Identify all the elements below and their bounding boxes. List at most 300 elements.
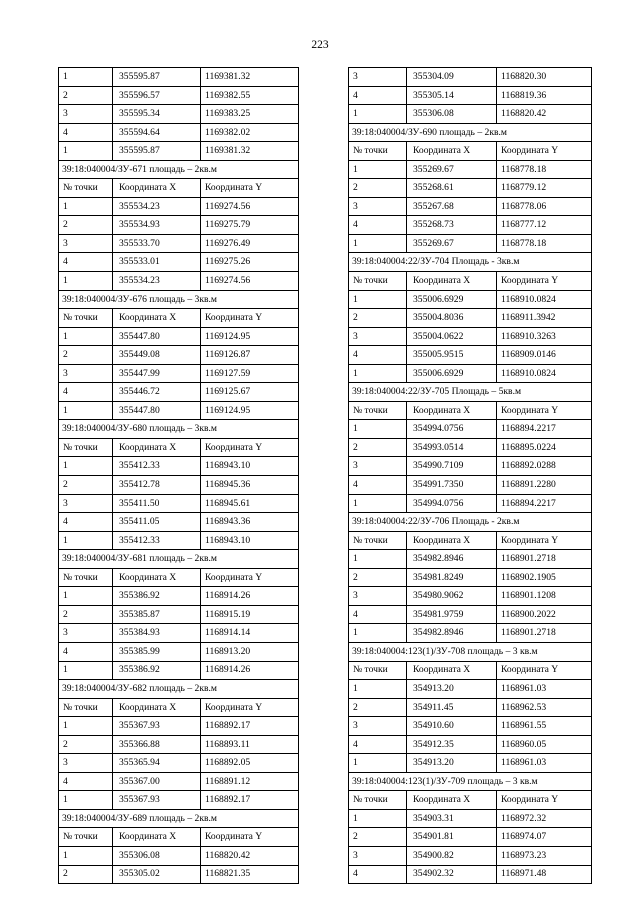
point-number-cell: 1 <box>349 420 407 439</box>
point-number-cell: 3 <box>59 624 113 643</box>
coordinate-y-cell: 1168902.1905 <box>497 568 592 587</box>
table-row <box>349 68 592 87</box>
coordinate-x-cell: 354994.0756 <box>407 494 497 513</box>
table-row <box>59 253 299 272</box>
coordinate-x-cell: 355412.78 <box>113 476 201 495</box>
point-number-cell: 1 <box>349 364 407 383</box>
table-row <box>59 272 299 291</box>
point-number-cell: 4 <box>349 605 407 624</box>
coordinate-x-cell: 354990.7109 <box>407 457 497 476</box>
section-title: 39:18:040004/ЗУ-671 площадь – 2кв.м <box>59 160 299 179</box>
point-number-cell: 2 <box>349 698 407 717</box>
point-number-cell: 1 <box>59 327 113 346</box>
section-title: 39:18:040004/ЗУ-681 площадь – 2кв.м <box>59 550 299 569</box>
coordinate-y-cell: 1168820.42 <box>497 105 592 124</box>
point-number-cell: 2 <box>59 346 113 365</box>
coordinate-y-cell: 1168914.14 <box>201 624 299 643</box>
coordinate-x-cell: 355534.23 <box>113 197 201 216</box>
coordinate-x-cell: 355306.08 <box>407 105 497 124</box>
section-title: 39:18:040004/ЗУ-680 площадь – 3кв.м <box>59 420 299 439</box>
table-row <box>349 216 592 235</box>
table-row <box>59 457 299 476</box>
point-number-cell: 3 <box>349 587 407 606</box>
point-number-cell: 4 <box>349 346 407 365</box>
coordinate-y-header: Координата Y <box>497 661 592 680</box>
coordinate-y-cell: 1168961.03 <box>497 754 592 773</box>
coordinate-x-cell: 355004.0622 <box>407 327 497 346</box>
point-number-cell: 4 <box>349 476 407 495</box>
point-number-cell: 3 <box>349 846 407 865</box>
coordinate-x-header: Координата X <box>407 791 497 810</box>
coordinate-x-header: Координата X <box>113 309 201 328</box>
coordinate-x-cell: 355005.9515 <box>407 346 497 365</box>
table-row <box>59 142 299 161</box>
table-row <box>59 735 299 754</box>
point-number-cell: 2 <box>59 865 113 884</box>
coordinate-y-cell: 1168909.0146 <box>497 346 592 365</box>
coordinate-x-cell: 355367.93 <box>113 791 201 810</box>
coordinate-y-cell: 1168961.55 <box>497 717 592 736</box>
coordinate-x-header: Координата X <box>113 179 201 198</box>
coordinate-y-header: Координата Y <box>497 531 592 550</box>
point-number-cell: 2 <box>349 438 407 457</box>
table-row <box>59 865 299 884</box>
point-number-cell: 4 <box>59 123 113 142</box>
table-header-row <box>59 828 299 847</box>
point-number-cell: 2 <box>59 735 113 754</box>
point-number-cell: 1 <box>59 587 113 606</box>
coordinate-x-header: Координата X <box>407 661 497 680</box>
coordinate-y-cell: 1169124.95 <box>201 401 299 420</box>
point-number-cell: 1 <box>59 717 113 736</box>
point-number-cell: 4 <box>59 383 113 402</box>
table-row <box>59 123 299 142</box>
section-title: 39:18:040004/ЗУ-682 площадь – 2кв.м <box>59 680 299 699</box>
coordinate-y-header: Координата Y <box>497 791 592 810</box>
coordinate-y-cell: 1168891.2280 <box>497 476 592 495</box>
table-row <box>349 457 592 476</box>
coordinate-x-cell: 355269.67 <box>407 160 497 179</box>
point-number-cell: 1 <box>59 142 113 161</box>
point-number-cell: 4 <box>59 253 113 272</box>
coordinate-y-header: Координата Y <box>201 309 299 328</box>
coordinate-y-cell: 1169383.25 <box>201 105 299 124</box>
table-row <box>59 642 299 661</box>
section-title-row <box>59 420 299 439</box>
table-header-row <box>349 531 592 550</box>
coordinate-y-header: Координата Y <box>201 568 299 587</box>
table-row <box>349 438 592 457</box>
coordinate-y-header: Координата Y <box>201 179 299 198</box>
section-title: 39:18:040004:123(1)/ЗУ-708 площадь – 3 кв.м <box>349 642 592 661</box>
point-number-cell: 4 <box>59 513 113 532</box>
table-row <box>349 846 592 865</box>
table-row <box>59 624 299 643</box>
point-number-header: № точки <box>59 568 113 587</box>
section-title-row <box>349 772 592 791</box>
table-row <box>349 290 592 309</box>
coordinate-y-cell: 1169381.32 <box>201 68 299 87</box>
coordinate-y-cell: 1168914.26 <box>201 587 299 606</box>
coordinate-y-cell: 1169381.32 <box>201 142 299 161</box>
point-number-cell: 1 <box>59 846 113 865</box>
coordinate-y-cell: 1169127.59 <box>201 364 299 383</box>
coordinate-x-header: Координата X <box>113 828 201 847</box>
point-number-cell: 1 <box>349 160 407 179</box>
coordinate-x-cell: 355412.33 <box>113 457 201 476</box>
point-number-cell: 1 <box>59 457 113 476</box>
point-number-cell: 3 <box>59 105 113 124</box>
coordinate-y-cell: 1168778.18 <box>497 160 592 179</box>
point-number-cell: 4 <box>59 772 113 791</box>
coordinate-x-cell: 355533.70 <box>113 234 201 253</box>
coordinate-y-cell: 1168945.61 <box>201 494 299 513</box>
point-number-cell: 3 <box>349 197 407 216</box>
point-number-cell: 3 <box>349 717 407 736</box>
coordinate-y-cell: 1168778.18 <box>497 234 592 253</box>
coordinate-x-cell: 355412.33 <box>113 531 201 550</box>
coordinate-y-cell: 1168972.32 <box>497 809 592 828</box>
coordinate-x-cell: 354994.0756 <box>407 420 497 439</box>
coordinate-y-cell: 1169124.95 <box>201 327 299 346</box>
point-number-header: № точки <box>349 272 407 291</box>
table-header-row <box>349 142 592 161</box>
section-title: 39:18:040004:22/ЗУ-704 Площадь - 3кв.м <box>349 253 592 272</box>
table-header-row <box>59 568 299 587</box>
section-title-row <box>349 123 592 142</box>
coordinate-x-cell: 355594.64 <box>113 123 201 142</box>
table-row <box>349 309 592 328</box>
coordinate-y-cell: 1169275.79 <box>201 216 299 235</box>
section-title-row <box>349 642 592 661</box>
coordinate-x-cell: 355411.05 <box>113 513 201 532</box>
point-number-cell: 1 <box>349 809 407 828</box>
table-row <box>349 735 592 754</box>
table-row <box>59 754 299 773</box>
table-row <box>59 846 299 865</box>
table-row <box>349 828 592 847</box>
coordinate-y-cell: 1168894.2217 <box>497 420 592 439</box>
table-row <box>349 717 592 736</box>
section-title-row <box>59 290 299 309</box>
section-title: 39:18:040004/ЗУ-676 площадь – 3кв.м <box>59 290 299 309</box>
table-header-row <box>59 309 299 328</box>
coordinate-x-cell: 354993.0514 <box>407 438 497 457</box>
coordinate-y-cell: 1168962.53 <box>497 698 592 717</box>
coordinate-y-cell: 1168961.03 <box>497 680 592 699</box>
table-row <box>59 327 299 346</box>
coordinate-y-cell: 1168943.36 <box>201 513 299 532</box>
coordinate-x-cell: 355596.57 <box>113 86 201 105</box>
coordinate-y-header: Координата Y <box>497 401 592 420</box>
coordinate-x-cell: 355367.00 <box>113 772 201 791</box>
table-header-row <box>59 698 299 717</box>
coordinate-x-cell: 355595.87 <box>113 142 201 161</box>
table-row <box>59 531 299 550</box>
coordinate-y-cell: 1168913.20 <box>201 642 299 661</box>
coordinate-x-cell: 355534.23 <box>113 272 201 291</box>
coordinate-x-cell: 355534.93 <box>113 216 201 235</box>
coordinate-y-cell: 1168915.19 <box>201 605 299 624</box>
coordinate-y-cell: 1168892.17 <box>201 717 299 736</box>
table-row <box>349 568 592 587</box>
coordinate-x-cell: 355267.68 <box>407 197 497 216</box>
point-number-cell: 4 <box>349 86 407 105</box>
table-row <box>349 105 592 124</box>
coordinate-x-cell: 355595.87 <box>113 68 201 87</box>
coordinate-x-cell: 354913.20 <box>407 754 497 773</box>
coordinate-x-cell: 355304.09 <box>407 68 497 87</box>
table-row <box>59 216 299 235</box>
coordinate-y-cell: 1168911.3942 <box>497 309 592 328</box>
coordinate-y-cell: 1169126.87 <box>201 346 299 365</box>
table-row <box>349 680 592 699</box>
table-body <box>349 68 592 884</box>
coordinate-y-cell: 1168974.07 <box>497 828 592 847</box>
coordinate-y-cell: 1168819.36 <box>497 86 592 105</box>
coordinate-x-cell: 355533.01 <box>113 253 201 272</box>
point-number-header: № точки <box>59 828 113 847</box>
coordinate-x-cell: 354912.35 <box>407 735 497 754</box>
coordinate-y-cell: 1168820.42 <box>201 846 299 865</box>
coordinate-x-cell: 355449.08 <box>113 346 201 365</box>
coordinates-table-right <box>348 67 592 884</box>
coordinate-y-cell: 1168893.11 <box>201 735 299 754</box>
point-number-header: № точки <box>349 531 407 550</box>
table-row <box>349 346 592 365</box>
coordinate-y-cell: 1168900.2022 <box>497 605 592 624</box>
section-title-row <box>349 383 592 402</box>
table-row <box>59 587 299 606</box>
table-row <box>59 791 299 810</box>
coordinate-x-cell: 354901.81 <box>407 828 497 847</box>
coordinate-y-cell: 1168960.05 <box>497 735 592 754</box>
coordinate-x-cell: 355385.99 <box>113 642 201 661</box>
point-number-header: № точки <box>349 142 407 161</box>
point-number-cell: 2 <box>349 309 407 328</box>
coordinate-x-cell: 354980.9062 <box>407 587 497 606</box>
coordinate-y-cell: 1168779.12 <box>497 179 592 198</box>
point-number-cell: 3 <box>59 754 113 773</box>
coordinate-y-header: Координата Y <box>497 142 592 161</box>
point-number-cell: 1 <box>59 68 113 87</box>
coordinate-x-cell: 355366.88 <box>113 735 201 754</box>
table-row <box>349 587 592 606</box>
point-number-cell: 4 <box>59 642 113 661</box>
coordinate-y-cell: 1169382.55 <box>201 86 299 105</box>
coordinate-x-cell: 354911.45 <box>407 698 497 717</box>
coordinate-y-cell: 1168973.23 <box>497 846 592 865</box>
coordinate-y-cell: 1169382.02 <box>201 123 299 142</box>
point-number-header: № точки <box>59 309 113 328</box>
section-title: 39:18:040004/ЗУ-690 площадь – 2кв.м <box>349 123 592 142</box>
table-header-row <box>59 438 299 457</box>
table-row <box>349 160 592 179</box>
table-header-row <box>349 401 592 420</box>
coordinate-x-cell: 354900.82 <box>407 846 497 865</box>
coordinate-x-header: Координата X <box>113 568 201 587</box>
table-row <box>349 86 592 105</box>
coordinate-x-cell: 355447.80 <box>113 327 201 346</box>
coordinate-y-cell: 1168901.2718 <box>497 550 592 569</box>
table-row <box>349 754 592 773</box>
coordinate-y-header: Координата Y <box>201 438 299 457</box>
section-title-row <box>59 809 299 828</box>
section-title: 39:18:040004:22/ЗУ-705 Площадь – 5кв.м <box>349 383 592 402</box>
coordinate-y-cell: 1168892.05 <box>201 754 299 773</box>
coordinate-y-cell: 1168820.30 <box>497 68 592 87</box>
coordinate-y-header: Координата Y <box>497 272 592 291</box>
point-number-header: № точки <box>349 791 407 810</box>
coordinate-y-cell: 1169276.49 <box>201 234 299 253</box>
coordinate-x-cell: 355006.6929 <box>407 290 497 309</box>
table-row <box>59 661 299 680</box>
point-number-cell: 2 <box>59 86 113 105</box>
coordinate-x-cell: 354903.31 <box>407 809 497 828</box>
coordinate-x-cell: 355386.92 <box>113 661 201 680</box>
point-number-cell: 1 <box>59 272 113 291</box>
table-row <box>349 494 592 513</box>
coordinate-x-cell: 354982.8946 <box>407 624 497 643</box>
table-row <box>59 513 299 532</box>
coordinate-y-cell: 1168945.36 <box>201 476 299 495</box>
table-row <box>349 605 592 624</box>
coordinate-x-cell: 355385.87 <box>113 605 201 624</box>
section-title-row <box>349 253 592 272</box>
coordinate-y-header: Координата Y <box>201 698 299 717</box>
coordinate-y-cell: 1169275.26 <box>201 253 299 272</box>
table-body <box>59 68 299 884</box>
coordinate-x-cell: 355447.99 <box>113 364 201 383</box>
coordinate-x-cell: 355269.67 <box>407 234 497 253</box>
table-row <box>349 234 592 253</box>
table-row <box>349 865 592 884</box>
point-number-cell: 1 <box>59 531 113 550</box>
coordinate-y-cell: 1168892.17 <box>201 791 299 810</box>
coordinate-x-header: Координата X <box>407 531 497 550</box>
coordinate-y-cell: 1168943.10 <box>201 531 299 550</box>
coordinate-x-cell: 355365.94 <box>113 754 201 773</box>
table-row <box>59 383 299 402</box>
point-number-cell: 1 <box>59 401 113 420</box>
coordinate-y-cell: 1168910.3263 <box>497 327 592 346</box>
point-number-cell: 1 <box>59 791 113 810</box>
section-title-row <box>59 550 299 569</box>
point-number-cell: 3 <box>59 234 113 253</box>
table-row <box>349 809 592 828</box>
point-number-cell: 3 <box>59 364 113 383</box>
table-row <box>59 717 299 736</box>
table-row <box>59 494 299 513</box>
table-row <box>349 476 592 495</box>
point-number-cell: 1 <box>349 234 407 253</box>
coordinate-x-cell: 355384.93 <box>113 624 201 643</box>
coordinate-y-cell: 1168892.0288 <box>497 457 592 476</box>
coordinate-x-header: Координата X <box>113 438 201 457</box>
section-title: 39:18:040004:123(1)/ЗУ-709 площадь – 3 кв.м <box>349 772 592 791</box>
section-title-row <box>349 513 592 532</box>
point-number-header: № точки <box>59 438 113 457</box>
coordinate-y-cell: 1168971.48 <box>497 865 592 884</box>
coordinate-x-header: Координата X <box>407 272 497 291</box>
coordinate-y-cell: 1168821.35 <box>201 865 299 884</box>
point-number-header: № точки <box>59 179 113 198</box>
point-number-cell: 1 <box>349 550 407 569</box>
coordinate-y-cell: 1169274.56 <box>201 197 299 216</box>
coordinate-x-cell: 355386.92 <box>113 587 201 606</box>
coordinate-y-cell: 1168894.2217 <box>497 494 592 513</box>
point-number-cell: 2 <box>59 476 113 495</box>
coordinate-y-cell: 1168895.0224 <box>497 438 592 457</box>
table-row <box>349 364 592 383</box>
table-row <box>349 420 592 439</box>
coordinate-y-cell: 1168891.12 <box>201 772 299 791</box>
table-row <box>349 179 592 198</box>
coordinate-x-cell: 354902.32 <box>407 865 497 884</box>
point-number-cell: 3 <box>349 457 407 476</box>
coordinates-table-left <box>58 67 299 884</box>
coordinate-x-header: Координата X <box>407 142 497 161</box>
coordinate-x-cell: 354981.9759 <box>407 605 497 624</box>
point-number-cell: 3 <box>349 68 407 87</box>
coordinate-x-cell: 355305.14 <box>407 86 497 105</box>
point-number-cell: 2 <box>349 179 407 198</box>
coordinate-x-cell: 354981.8249 <box>407 568 497 587</box>
table-row <box>59 197 299 216</box>
point-number-cell: 3 <box>59 494 113 513</box>
table-row <box>59 86 299 105</box>
coordinate-y-cell: 1168901.1208 <box>497 587 592 606</box>
point-number-cell: 1 <box>349 494 407 513</box>
coordinate-x-cell: 354913.20 <box>407 680 497 699</box>
coordinate-x-cell: 355446.72 <box>113 383 201 402</box>
point-number-cell: 4 <box>349 865 407 884</box>
point-number-cell: 1 <box>349 290 407 309</box>
coordinate-x-cell: 355305.02 <box>113 865 201 884</box>
coordinate-x-cell: 355268.61 <box>407 179 497 198</box>
table-header-row <box>349 661 592 680</box>
table-header-row <box>59 179 299 198</box>
coordinate-x-cell: 354910.60 <box>407 717 497 736</box>
point-number-cell: 1 <box>349 105 407 124</box>
coordinate-y-cell: 1168901.2718 <box>497 624 592 643</box>
coordinate-x-cell: 354982.8946 <box>407 550 497 569</box>
coordinate-y-cell: 1168910.0824 <box>497 290 592 309</box>
coordinate-x-cell: 355306.08 <box>113 846 201 865</box>
section-title: 39:18:040004:22/ЗУ-706 Площадь - 2кв.м <box>349 513 592 532</box>
point-number-cell: 1 <box>349 624 407 643</box>
point-number-cell: 3 <box>349 327 407 346</box>
coordinate-y-cell: 1168910.0824 <box>497 364 592 383</box>
table-row <box>59 401 299 420</box>
table-row <box>349 698 592 717</box>
coordinate-y-cell: 1169274.56 <box>201 272 299 291</box>
coordinate-x-cell: 355268.73 <box>407 216 497 235</box>
table-row <box>59 105 299 124</box>
table-header-row <box>349 791 592 810</box>
coordinate-y-cell: 1168943.10 <box>201 457 299 476</box>
point-number-header: № точки <box>349 661 407 680</box>
coordinate-x-cell: 355411.50 <box>113 494 201 513</box>
table-row <box>59 476 299 495</box>
section-title-row <box>59 680 299 699</box>
point-number-cell: 1 <box>59 661 113 680</box>
point-number-cell: 1 <box>349 680 407 699</box>
table-row <box>349 624 592 643</box>
point-number-cell: 1 <box>59 197 113 216</box>
coordinate-y-cell: 1168778.06 <box>497 197 592 216</box>
coordinate-x-cell: 354991.7350 <box>407 476 497 495</box>
